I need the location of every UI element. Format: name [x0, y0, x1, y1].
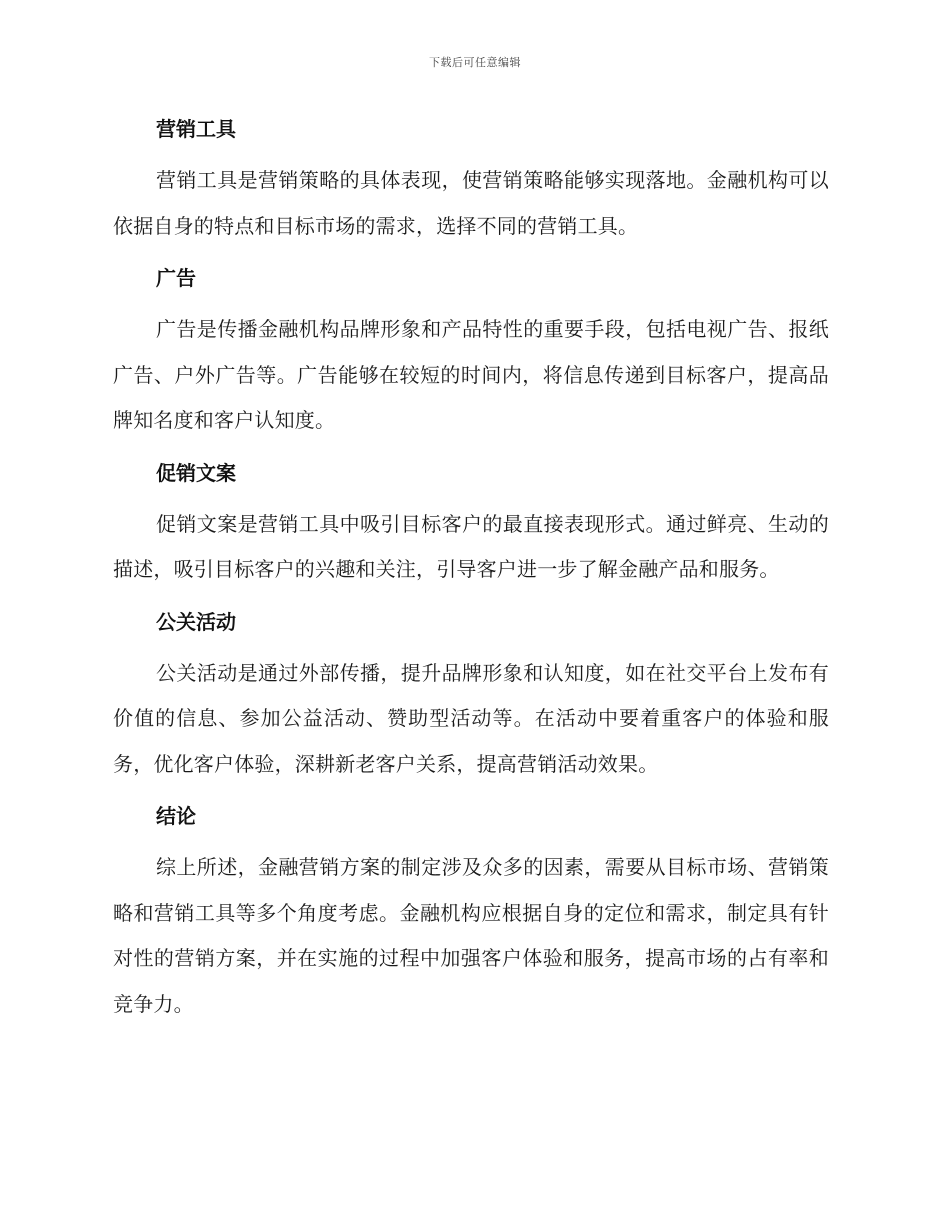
- section-paragraph: 营销工具是营销策略的具体表现，使营销策略能够实现落地。金融机构可以依据自身的特点和目标市场的需求，选择不同的营销工具。: [113, 168, 829, 238]
- header-note: 下载后可任意编辑: [429, 56, 521, 69]
- section-public-relations: [113, 605, 829, 788]
- section-paragraph: 促销文案是营销工具中吸引目标客户的最直接表现形式。通过鲜亮、生动的描述，吸引目标客户的兴趣和关注，引导客户进一步了解金融产品和服务。: [113, 511, 829, 581]
- section-heading: 结论: [156, 804, 196, 828]
- section-paragraph: 综上所述，金融营销方案的制定涉及众多的因素，需要从目标市场、营销策略和营销工具等多个角度考虑。金融机构应根据自身的定位和需求，制定具有针对性的营销方案，并在实施的过程中加强客户体验和服务，提高市场的占有率和竞争力。: [113, 855, 829, 1016]
- section-paragraph: 广告是传播金融机构品牌形象和产品特性的重要手段，包括电视广告、报纸广告、户外广告等。广告能够在较短的时间内，将信息传递到目标客户，提高品牌知名度和客户认知度。: [113, 317, 829, 432]
- section-paragraph: 公关活动是通过外部传播，提升品牌形象和认知度，如在社交平台上发布有价值的信息、参加公益活动、赞助型活动等。在活动中要着重客户的体验和服务，优化客户体验，深耕新老客户关系，提高营销活动效果。: [113, 660, 829, 776]
- section-conclusion: [113, 799, 829, 1027]
- document-content: [113, 112, 829, 1027]
- section-heading: 公关活动: [156, 609, 236, 634]
- section-marketing-tools: [113, 112, 829, 249]
- section-heading: 广告: [156, 266, 196, 290]
- section-heading: 促销文案: [156, 460, 236, 485]
- section-promotional-copy: [113, 456, 829, 593]
- section-heading: 营销工具: [156, 117, 236, 141]
- section-advertising: [113, 261, 829, 444]
